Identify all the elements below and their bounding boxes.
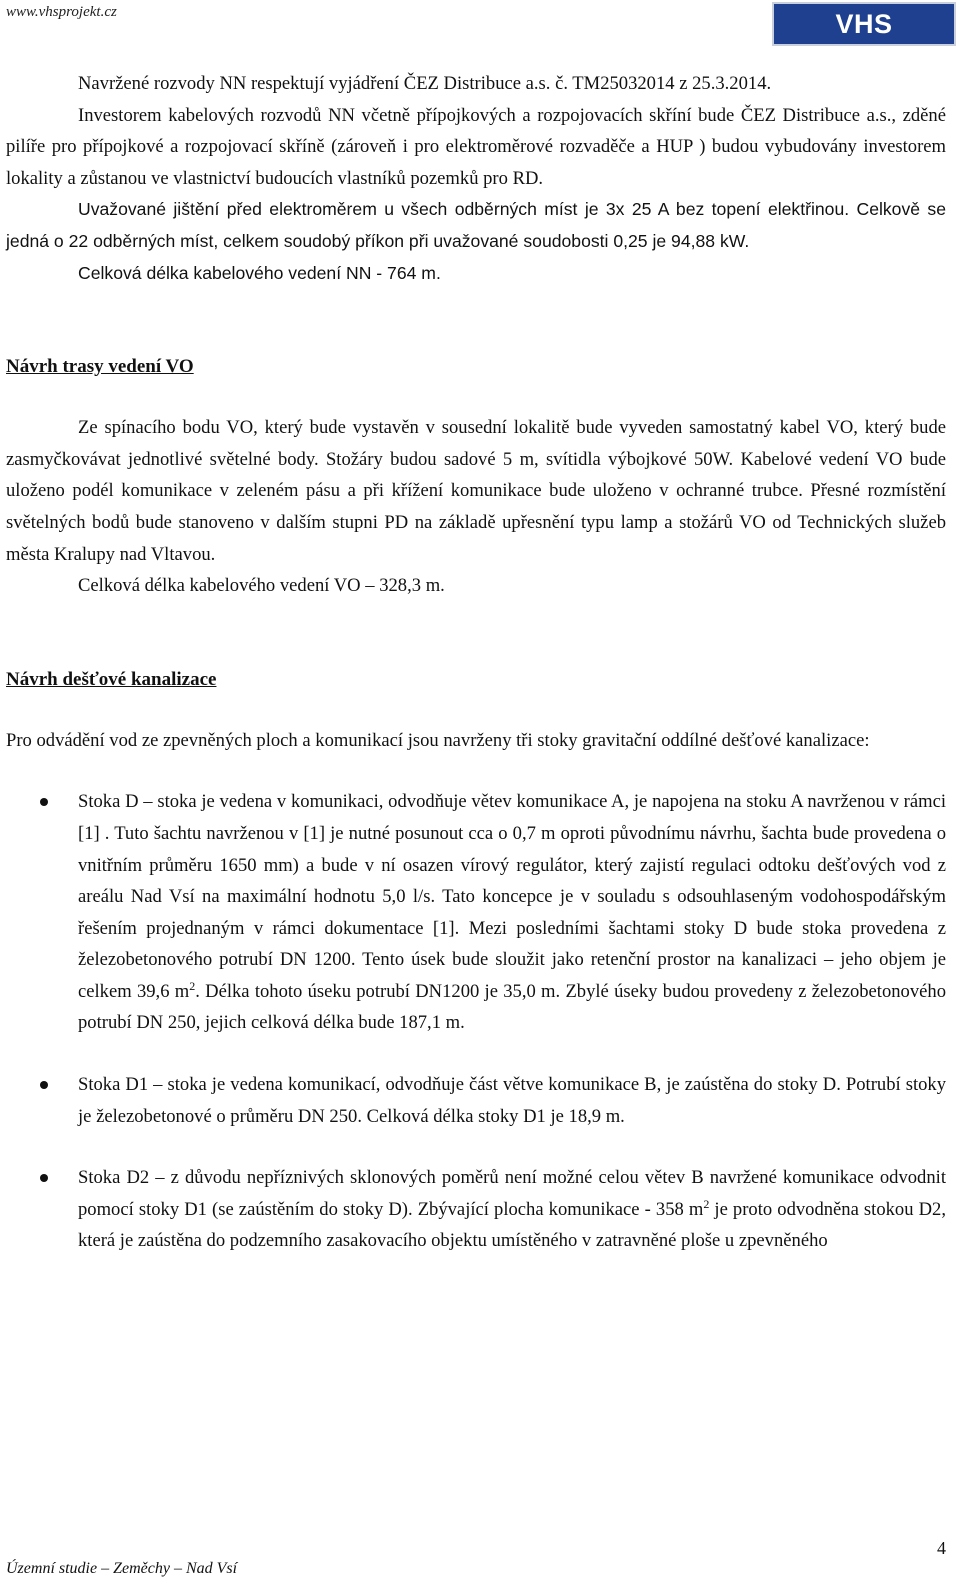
page-number: 4 [937,1538,946,1558]
bullet-icon [40,1174,48,1182]
sewer-list [6,786,946,1257]
footer-text: Územní studie – Zeměchy – Nad Vsí [6,1560,238,1577]
spacer [6,382,946,412]
document-body [6,68,946,1257]
list-item-text-continued: je proto odvodněna stokou D2, která je zaústěna do podzemního zasakovacího objektu umístěného v zatravněné ploše u zpevněného [78,1198,946,1252]
list-item-text: Stoka D1 – stoka je vedena komunikací, odvodňuje část větve komunikace B, je zaústěna do stoky D. Potrubí stoky je železobetonové o průměru DN 250. Celková délka stoky D1 je 18,9 m. [78,1074,946,1127]
list-item-text: Stoka D2 – z důvodu nepříznivých sklonových poměrů není možné celou větev B navržené komunikace odvodnit pomocí stoky D1 (se zaústěním do stoky D). Zbývající plocha komunikace - 358 m [78,1167,946,1220]
header-url: www.vhsprojekt.cz [6,4,117,20]
bullet-icon [40,1081,48,1089]
section-heading-rain: Návrh dešťové kanalizace [6,668,217,690]
spacer [6,695,946,725]
list-item [6,1162,946,1257]
rain-intro-paragraph: Pro odvádění vod ze zpevněných ploch a komunikací jsou navrženy tři stoky gravitační oddílné dešťové kanalizace: [6,729,870,751]
vo-paragraph-2: Celková délka kabelového vedení VO – 328,3 m. [78,575,445,597]
list-item-text-continued: . Délka tohoto úseku potrubí DN1200 je 35,0 m. Zbylé úseky budou provedeny z železobetonového potrubí DN 250, jejich celková délka bude 187,1 m. [78,980,946,1034]
list-item-text: Stoka D – stoka je vedena v komunikaci, odvodňuje větev komunikace A, je napojena na stoku A navrženou v rámci [1] . Tuto šachtu navrženou v [1] je nutné posunout cca o 0,7 m oproti původnímu návrhu, šachta bude provedena o vnitřním průměru 1650 mm) a bude v ní osazen vírový regulátor, který zajistí regulaci odtoku dešťových vod z areálu Nad Vsí na maximální hodnotu 5,0 l/s. Tato koncepce je v souladu s odsouhlaseným vodohospodářským řešením projednaným v rámci dokumentace [1]. Mezi posledními šachtami stoky D bude stoka provedena z železobetonového potrubí DN 1200. Tento úsek bude sloužit jako retenční prostor na kanalizaci – jeho objem je celkem 39,6 m [78,791,946,1002]
list-item [6,1069,946,1132]
section-heading-vo: Návrh trasy vedení VO [6,356,194,378]
spacer [6,289,946,351]
superscript: 2 [189,978,196,993]
superscript: 2 [703,1196,710,1211]
list-item [6,786,946,1039]
intro-paragraph-2: Investorem kabelových rozvodů NN včetně přípojkových a rozpojovacích skříní bude ČEZ Distribuce a.s., zděné pilíře pro přípojkové a rozpojovací skříně (zároveň i pro elektroměrové rozvaděče a HUP ) budou vybudovány investorem lokality a zůstanou ve vlastnictví budoucích vlastníků pozemků pro RD. [6,104,946,189]
intro-paragraph-3: Uvažované jištění před elektroměrem u všech odběrných míst je 3x 25 A bez topení elektřinou. Celkově se jedná o 22 odběrných míst, celkem soudobý příkon při uvažované soudobosti 0,25 je 94,88 kW. [6,199,946,251]
bullet-icon [40,798,48,806]
spacer [6,602,946,664]
spacer [6,756,946,786]
vo-paragraph-1: Ze spínacího bodu VO, který bude vystavěn v sousední lokalitě bude vyveden samostatný kabel VO, který bude zasmyčkovávat jednotlivé světelné body. Stožáry budou sadové 5 m, svítidla výbojkové 50W. Kabelové vedení VO bude uloženo podél komunikace v zeleném pásu a při křížení komunikace bude uloženo v ochranné trubce. Přesné rozmístění světelných bodů bude stanoveno v dalším stupni PD na základě upřesnění typu lamp a stožárů VO od Technických služeb města Kralupy nad Vltavou. [6,417,946,565]
company-logo: VHS PROJEKT [772,2,956,46]
intro-paragraph-4: Celková délka kabelového vedení NN - 764 m. [78,262,441,283]
intro-paragraph-1: Navržené rozvody NN respektují vyjádření ČEZ Distribuce a.s. č. TM25032014 z 25.3.2014. [78,73,772,94]
